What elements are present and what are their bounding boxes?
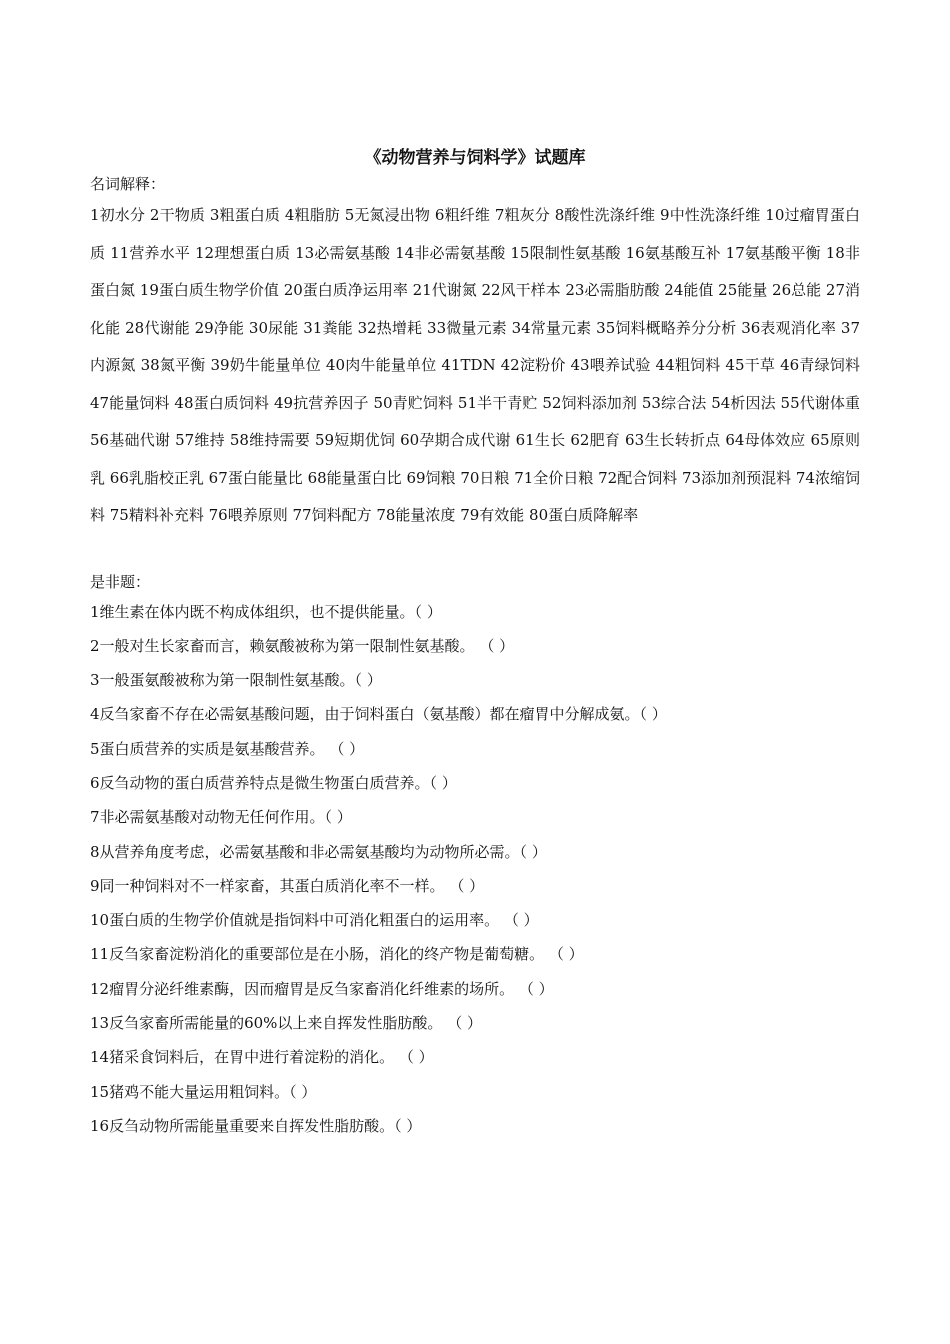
section-spacer	[90, 535, 860, 571]
section-term-definitions	[90, 173, 860, 535]
question-item: 14猪采食饲料后，在胃中进行着淀粉的消化。 （ ）	[90, 1048, 434, 1067]
section-true-false	[90, 571, 860, 1144]
question-item: 5蛋白质营养的实质是氨基酸营养。 （ ）	[90, 739, 365, 758]
question-item: 15猪鸡不能大量运用粗饲料。（ ）	[90, 1082, 317, 1101]
section-label-terms: 名词解释：	[90, 175, 166, 193]
document-title: 《动物营养与饲料学》试题库	[364, 148, 586, 168]
question-item: 7非必需氨基酸对动物无任何作用。（ ）	[90, 808, 352, 827]
question-item: 8从营养角度考虑，必需氨基酸和非必需氨基酸均为动物所必需。（ ）	[90, 842, 547, 861]
question-item: 3一般蛋氨酸被称为第一限制性氨基酸。（ ）	[90, 671, 382, 690]
question-item: 10蛋白质的生物学价值就是指饲料中可消化粗蛋白的运用率。 （ ）	[90, 911, 539, 930]
section-label-true-false: 是非题：	[90, 572, 151, 591]
question-item: 12瘤胃分泌纤维素酶，因而瘤胃是反刍家畜消化纤维素的场所。 （ ）	[90, 979, 554, 998]
terms-list: 1初水分 2干物质 3粗蛋白质 4粗脂肪 5无氮浸出物 6粗纤维 7粗灰分 8酸性洗涤纤维 9中性洗涤纤维 10过瘤胃蛋白质 11营养水平 12理想蛋白质 13必需氨基酸 14非必需氨基酸 15限制性氨基酸 16氨基酸互补 17氨基酸平衡 18非蛋白氮 19蛋白质生物学价值 20蛋白质净运用率 21代谢氮 22风干样本 23必需脂肪酸 24能值 25能量 26总能 27消化能 28代谢能 29净能 30尿能 31粪能 32热增耗 33微量元素 34常量元素 35饲料概略养分分析 36表观消化率 37内源氮 38氮平衡 39奶牛能量单位 40肉牛能量单位 41TDN 42淀粉价 43喂养试验 44粗饲料 45干草 46青绿饲料 47能量饲料 48蛋白质饲料 49抗营养因子 50青贮饲料 51半干青贮 52饲料添加剂 53综合法 54析因法 55代谢体重 56基础代谢 57维持 58维持需要 59短期优饲 60孕期合成代谢 61生长 62肥育 63生长转折点 64母体效应 65原则乳 66乳脂校正乳 67蛋白能量比 68能量蛋白比 69饲粮 70日粮 71全价日粮 72配合饲料 73添加剂预混料 74浓缩饲料 75精料补充料 76喂养原则 77饲料配方 78能量浓度 79有效能 80蛋白质降解率	[90, 206, 860, 524]
question-item: 2一般对生长家畜而言，赖氨酸被称为第一限制性氨基酸。 （ ）	[90, 636, 515, 655]
question-item: 1维生素在体内既不构成体组织，也不提供能量。（ ）	[90, 602, 442, 621]
question-item: 9同一种饲料对不一样家畜，其蛋白质消化率不一样。 （ ）	[90, 876, 485, 895]
question-item: 4反刍家畜不存在必需氨基酸问题，由于饲料蛋白（氨基酸）都在瘤胃中分解成氨。（ ）	[90, 705, 667, 724]
document-page	[90, 143, 860, 1143]
question-list	[90, 595, 860, 1144]
question-item: 6反刍动物的蛋白质营养特点是微生物蛋白质营养。（ ）	[90, 773, 457, 792]
question-item: 11反刍家畜淀粉消化的重要部位是在小肠，消化的终产物是葡萄糖。 （ ）	[90, 945, 584, 964]
question-item: 13反刍家畜所需能量的60%以上来自挥发性脂肪酸。 （ ）	[90, 1014, 482, 1033]
question-item: 16反刍动物所需能量重要来自挥发性脂肪酸。（ ）	[90, 1116, 422, 1135]
